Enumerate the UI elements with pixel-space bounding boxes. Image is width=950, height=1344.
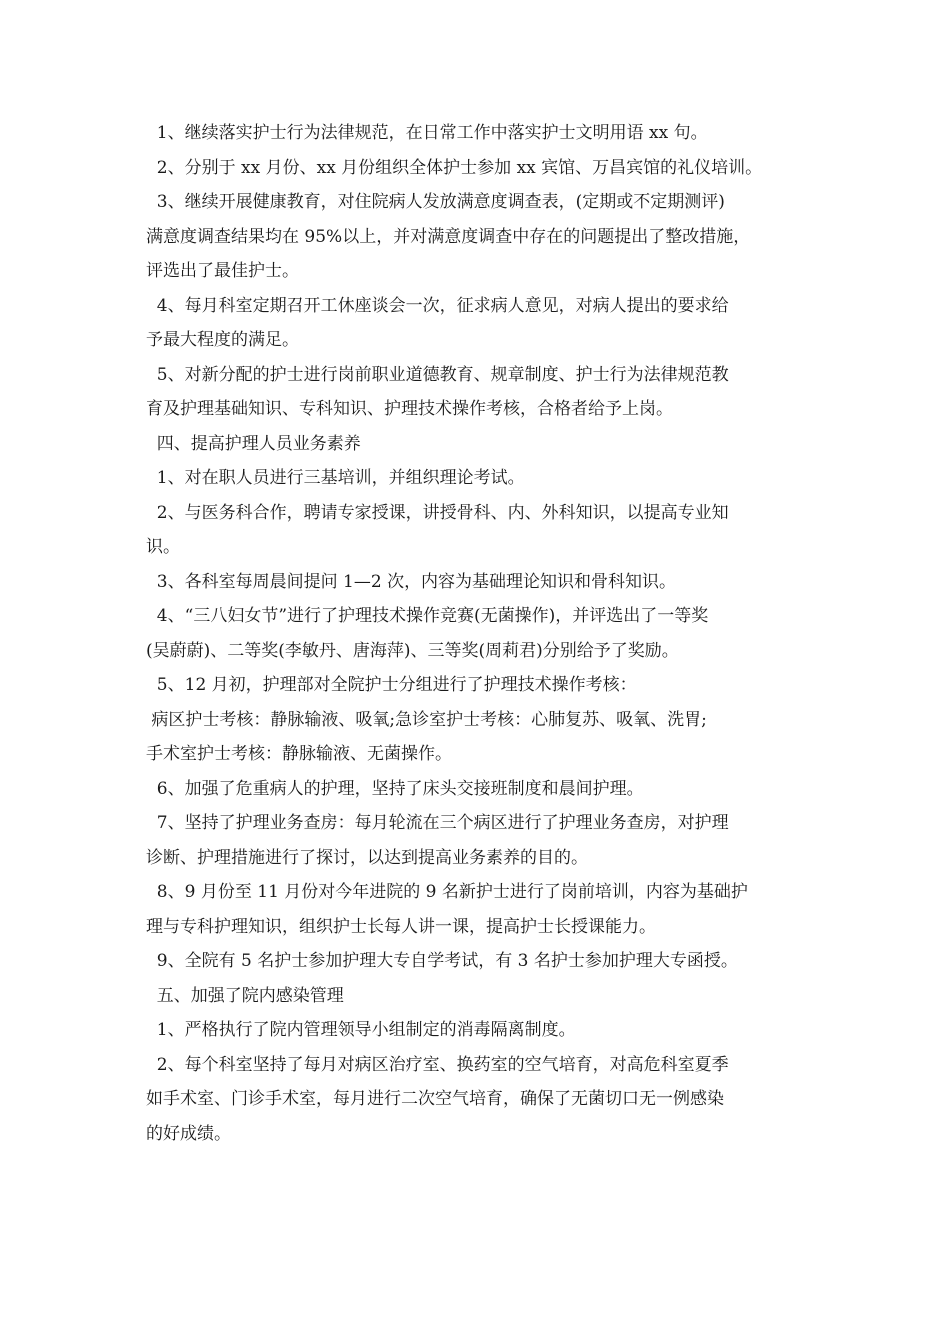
text-line: 予最大程度的满足。	[146, 330, 299, 350]
text-line: 评选出了最佳护士。	[146, 261, 299, 281]
document-body	[146, 116, 816, 1151]
text-line: 5、对新分配的护士进行岗前职业道德教育、规章制度、护士行为法律规范教	[146, 364, 729, 385]
text-line: 1、严格执行了院内管理领导小组制定的消毒隔离制度。	[146, 1020, 576, 1040]
text-line: (吴蔚蔚)、二等奖(李敏丹、唐海萍)、三等奖(周莉君)分别给予了奖励。	[146, 640, 679, 661]
text-line: 8、9 月份至 11 月份对今年进院的 9 名新护士进行了岗前培训，内容为基础护	[146, 882, 748, 902]
text-line: 9、全院有 5 名护士参加护理大专自学考试，有 3 名护士参加护理大专函授。	[146, 951, 738, 971]
text-line: 五、加强了院内感染管理	[146, 985, 344, 1006]
text-line: 2、每个科室坚持了每月对病区治疗室、换药室的空气培育，对高危科室夏季	[146, 1054, 729, 1075]
text-line: 7、坚持了护理业务查房：每月轮流在三个病区进行了护理业务查房，对护理	[146, 813, 729, 833]
text-line: 1、对在职人员进行三基培训，并组织理论考试。	[146, 468, 525, 488]
text-line: 3、继续开展健康教育，对住院病人发放满意度调查表，(定期或不定期测评)	[146, 192, 725, 212]
text-line: 的好成绩。	[146, 1123, 231, 1144]
text-line: 病区护士考核：静脉输液、吸氧;急诊室护士考核：心肺复苏、吸氧、洗胃;	[146, 709, 707, 730]
text-line: 育及护理基础知识、专科知识、护理技术操作考核，合格者给予上岗。	[146, 399, 673, 419]
text-line: 满意度调查结果均在 95%以上，并对满意度调查中存在的问题提出了整改措施，	[146, 226, 751, 247]
text-line: 3、各科室每周晨间提问 1—2 次，内容为基础理论知识和骨科知识。	[146, 571, 677, 592]
text-line: 2、与医务科合作，聘请专家授课，讲授骨科、内、外科知识，以提高专业知	[146, 502, 729, 523]
text-line: 5、12 月初，护理部对全院护士分组进行了护理技术操作考核：	[146, 675, 637, 695]
text-line: 2、分别于 xx 月份、xx 月份组织全体护士参加 xx 宾馆、万昌宾馆的礼仪培训。	[146, 157, 763, 178]
text-line: 理与专科护理知识，组织护士长每人讲一课，提高护士长授课能力。	[146, 916, 656, 937]
text-line: 四、提高护理人员业务素养	[146, 433, 361, 454]
text-line: 4、“三八妇女节”进行了护理技术操作竞赛(无菌操作)，并评选出了一等奖	[146, 606, 709, 626]
text-line: 识。	[146, 537, 180, 557]
text-line: 如手术室、门诊手术室，每月进行二次空气培育，确保了无菌切口无一例感染	[146, 1089, 724, 1109]
text-line: 诊断、护理措施进行了探讨，以达到提高业务素养的目的。	[146, 847, 588, 868]
text-line: 6、加强了危重病人的护理，坚持了床头交接班制度和晨间护理。	[146, 778, 644, 799]
text-line: 手术室护士考核：静脉输液、无菌操作。	[146, 744, 452, 764]
text-line: 4、每月科室定期召开工休座谈会一次，征求病人意见，对病人提出的要求给	[146, 295, 729, 316]
text-line: 1、继续落实护士行为法律规范，在日常工作中落实护士文明用语 xx 句。	[146, 123, 708, 143]
